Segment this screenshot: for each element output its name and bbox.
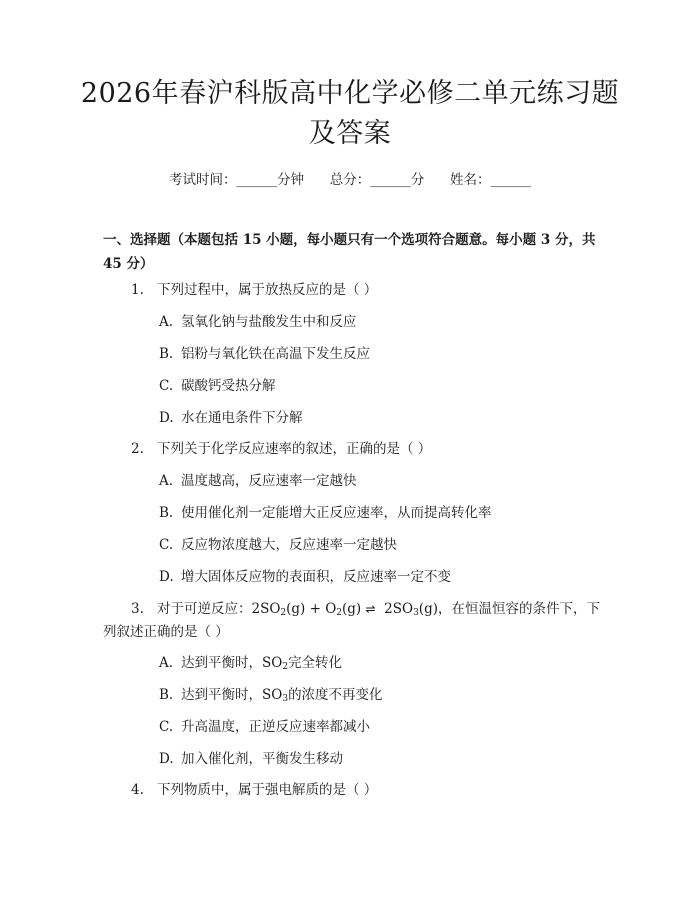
- exam-info-line: [0, 168, 700, 188]
- option-letter: C.: [159, 537, 174, 553]
- section-heading-line-2: 45 分）: [103, 256, 154, 272]
- question-1: [131, 278, 377, 302]
- subscript: 2: [336, 608, 343, 618]
- question-2-option-d: [159, 565, 451, 589]
- question-number: 2.: [131, 441, 144, 457]
- equation-reactant-1: 2SO: [251, 601, 281, 617]
- question-4: [131, 778, 377, 802]
- score-blank: ______: [370, 172, 411, 188]
- score-label: 总分：: [329, 172, 371, 188]
- document-title: [40, 74, 660, 154]
- option-letter: C.: [159, 378, 174, 394]
- equilibrium-arrow: ⇌: [365, 602, 376, 616]
- option-letter: D.: [159, 410, 174, 426]
- option-letter: B.: [159, 687, 174, 703]
- time-unit: 分钟: [277, 172, 304, 188]
- question-3-option-b: [159, 683, 383, 711]
- time-blank: ______: [236, 172, 277, 188]
- question-3-option-d: [159, 747, 343, 771]
- option-text: 水在通电条件下分解: [181, 410, 303, 426]
- question-text: 下列关于化学反应速率的叙述，正确的是（ ）: [157, 441, 432, 457]
- option-text: 完全转化: [288, 655, 343, 671]
- equation-product: 2SO: [384, 601, 414, 617]
- question-number: 3.: [131, 601, 144, 617]
- option-text: 增大固体反应物的表面积，反应速率一定不变: [181, 569, 451, 585]
- question-3-option-a: [159, 651, 342, 679]
- question-3-line-2: 列叙述正确的是（ ）: [103, 624, 229, 640]
- option-letter: B.: [159, 346, 174, 362]
- subscript: 2: [282, 662, 289, 672]
- question-text: 下列过程中，属于放热反应的是（ ）: [157, 282, 378, 298]
- question-1-option-b: [159, 342, 370, 366]
- option-text: 加入催化剂，平衡发生移动: [181, 751, 343, 767]
- question-2-option-c: [159, 533, 397, 557]
- name-blank: ______: [490, 172, 531, 188]
- section-heading-line-1: 一、选择题（本题包括 15 小题，每小题只有一个选项符合题意。每小题 3 分，共: [103, 232, 596, 248]
- option-text: 升高温度，正逆反应速率都减小: [181, 719, 370, 735]
- section-heading: [103, 228, 603, 276]
- question-2: [131, 437, 431, 461]
- title-line-2: 及答案: [308, 118, 392, 149]
- title-line-1: 2026年春沪科版高中化学必修二单元练习题: [80, 78, 620, 109]
- question-text: 下列物质中，属于强电解质的是（ ）: [157, 782, 378, 798]
- name-label: 姓名：: [450, 172, 491, 188]
- option-letter: B.: [159, 505, 174, 521]
- question-number: 4.: [131, 782, 144, 798]
- option-text: 氢氧化钠与盐酸发生中和反应: [181, 314, 357, 330]
- time-label: 考试时间：: [169, 172, 237, 188]
- option-letter: C.: [159, 719, 174, 735]
- question-2-option-a: [159, 469, 357, 493]
- equation-part: (g): [342, 601, 362, 617]
- score-unit: 分: [410, 172, 425, 188]
- option-text: 达到平衡时，SO: [181, 687, 283, 703]
- subscript: 3: [282, 694, 289, 704]
- question-1-option-d: [159, 406, 303, 430]
- option-text: 铝粉与氧化铁在高温下发生反应: [181, 346, 370, 362]
- equation-part: (g) + O: [286, 601, 337, 617]
- question-1-option-a: [159, 310, 357, 334]
- option-letter: D.: [159, 569, 174, 585]
- option-letter: A.: [159, 473, 174, 489]
- option-text: 的浓度不再变化: [288, 687, 383, 703]
- subscript: 3: [413, 608, 419, 618]
- option-text: 反应物浓度越大，反应速率一定越快: [181, 537, 397, 553]
- option-letter: A.: [159, 655, 174, 671]
- question-text-prefix: 对于可逆反应：: [157, 601, 252, 617]
- option-text: 使用催化剂一定能增大正反应速率，从而提高转化率: [181, 505, 492, 521]
- question-number: 1.: [131, 282, 144, 298]
- question-2-option-b: [159, 501, 492, 525]
- option-text: 碳酸钙受热分解: [181, 378, 276, 394]
- question-1-option-c: [159, 374, 276, 398]
- option-letter: A.: [159, 314, 174, 330]
- question-text-suffix: (g)，在恒温恒容的条件下，下: [418, 601, 600, 617]
- option-text: 温度越高，反应速率一定越快: [181, 473, 357, 489]
- option-text: 达到平衡时，SO: [181, 655, 283, 671]
- question-3-option-c: [159, 715, 370, 739]
- option-letter: D.: [159, 751, 174, 767]
- subscript: 2: [280, 608, 287, 618]
